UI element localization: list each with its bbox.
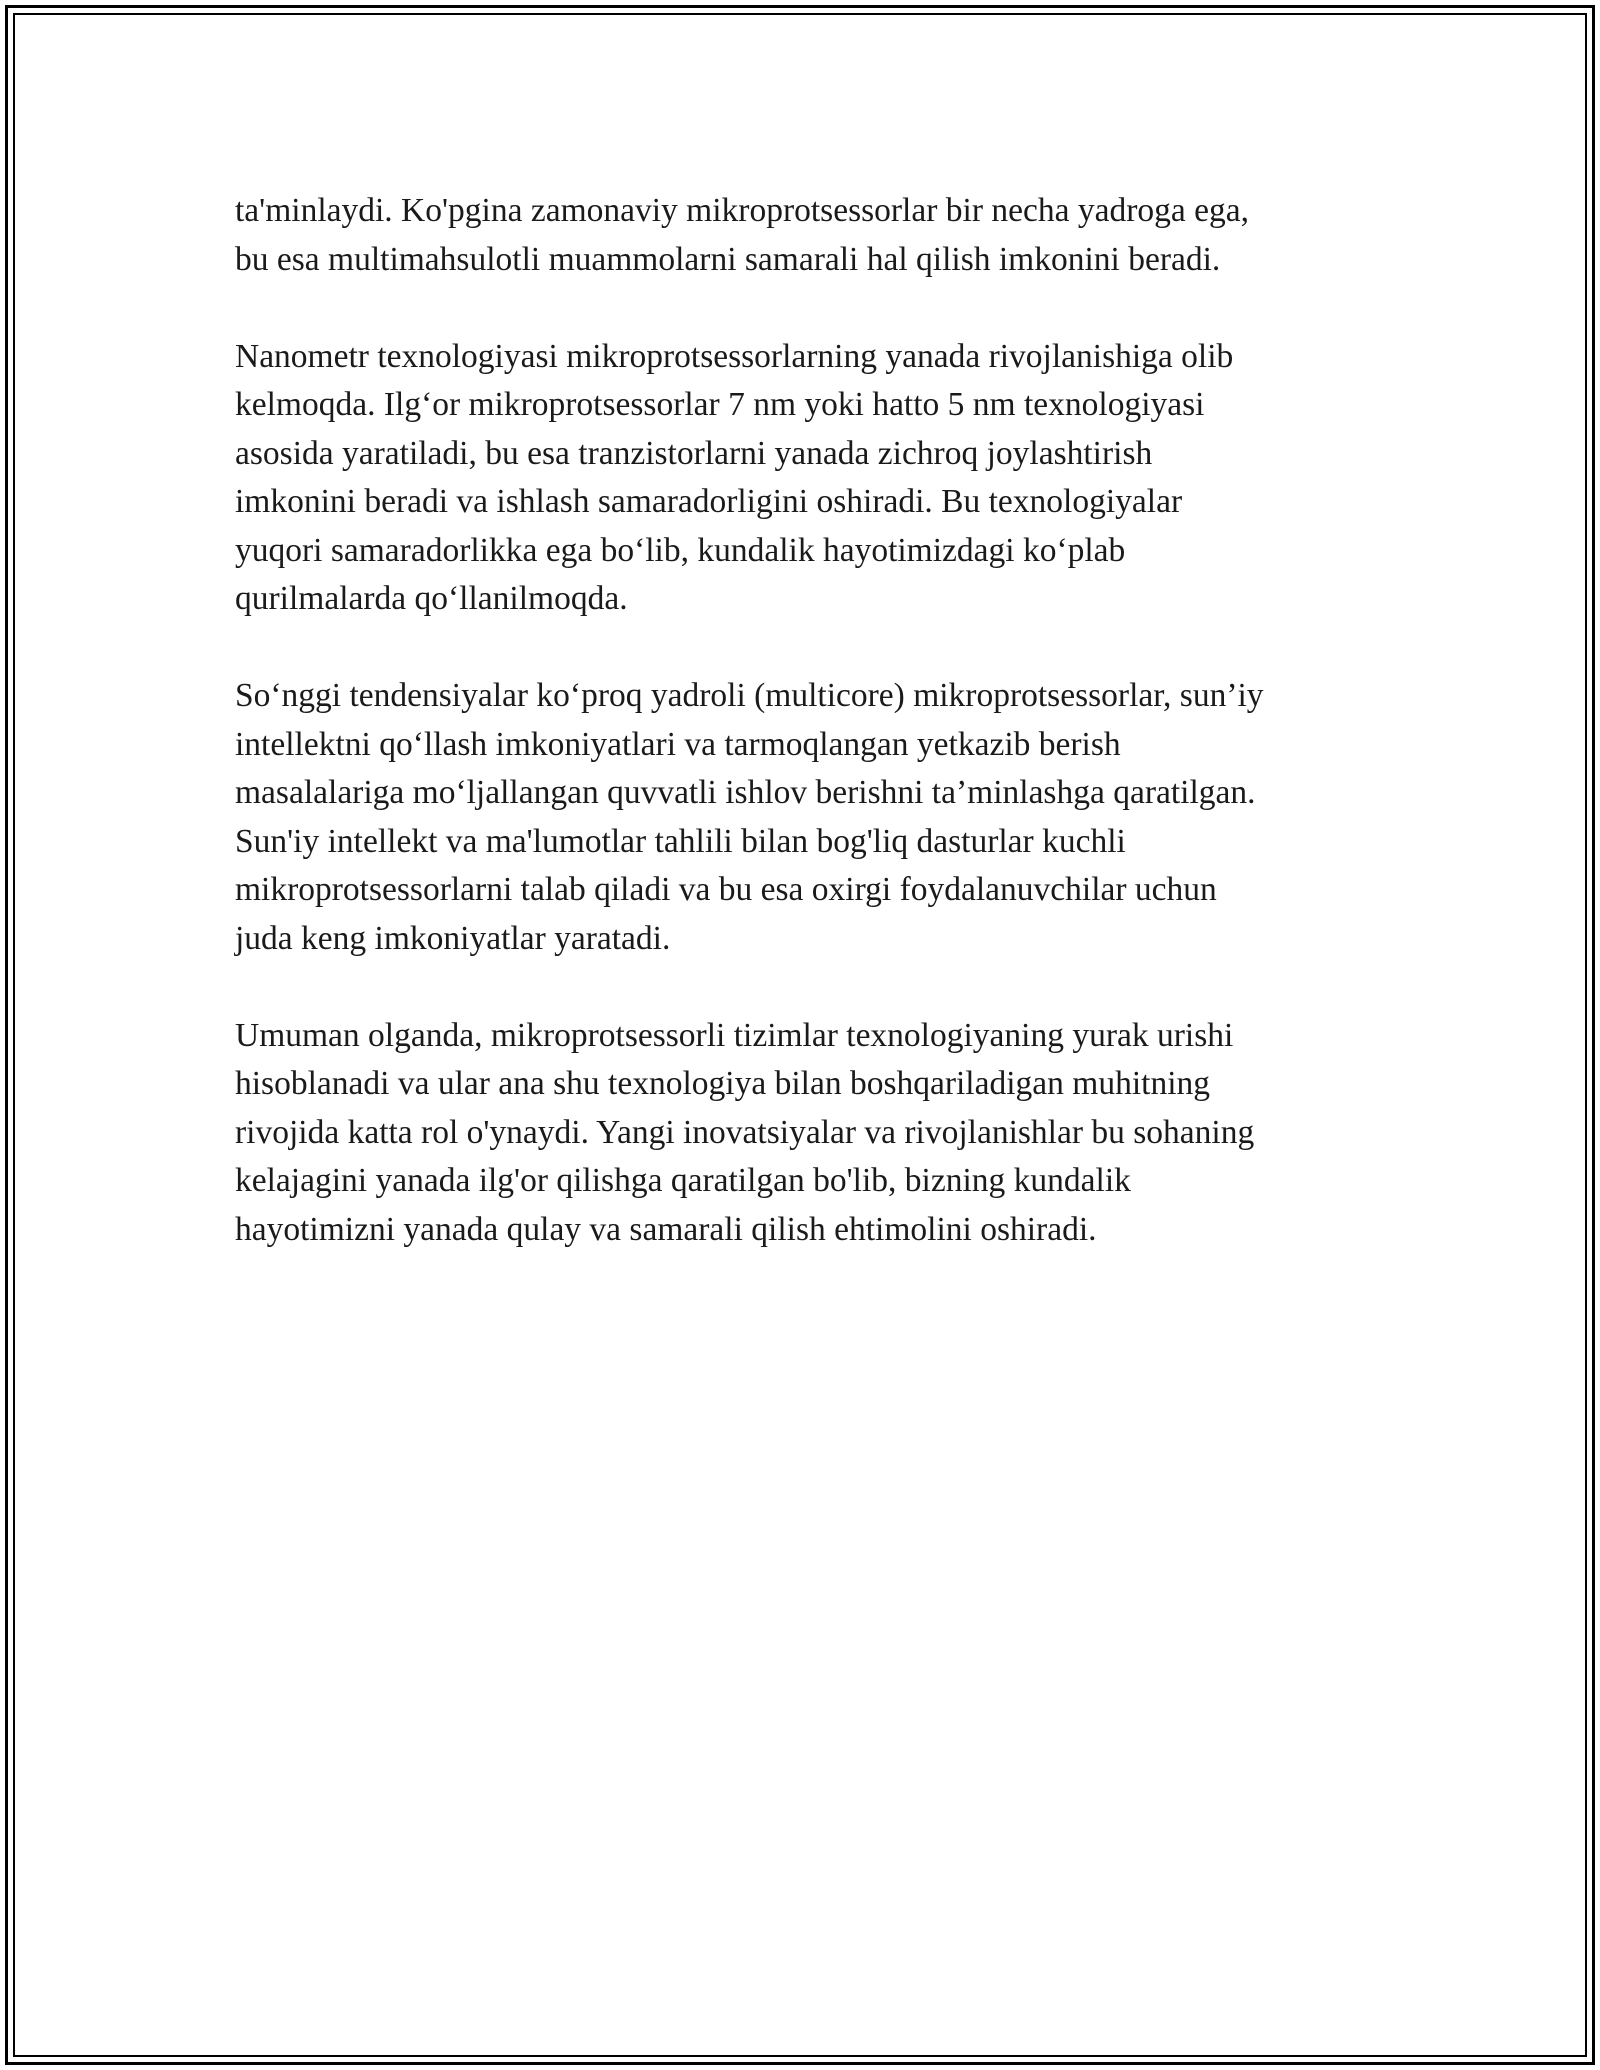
paragraph-1 [235,187,1375,284]
text-line: yuqori samaradorlikka ega bo‘lib, kundalik hayotimizdagi ko‘plab [235,531,1126,569]
text-line: Umuman olganda, mikroprotsessorli tizimlar texnologiyaning yurak urishi [235,1016,1234,1054]
text-line: Nanometr texnologiyasi mikroprotsessorlarning yanada rivojlanishiga olib [235,337,1234,375]
text-line: juda keng imkoniyatlar yaratadi. [235,919,671,957]
paragraph-2 [235,333,1375,624]
text-line: bu esa multimahsulotli muammolarni samarali hal qilish imkonini beradi. [235,240,1221,278]
text-line: ta'minlaydi. Ko'pgina zamonaviy mikroprotsessorlar bir necha yadroga ega, [235,192,1249,229]
text-line: rivojida katta rol o'ynaydi. Yangi inovatsiyalar va rivojlanishlar bu sohaning [235,1113,1255,1151]
text-line: mikroprotsessorlarni talab qiladi va bu esa oxirgi foydalanuvchilar uchun [235,871,1217,908]
text-line: imkonini beradi va ishlash samaradorligini oshiradi. Bu texnologiyalar [235,483,1183,520]
text-line: hayotimizni yanada qulay va samarali qilish ehtimolini oshiradi. [235,1210,1097,1248]
text-line: asosida yaratiladi, bu esa tranzistorlarni yanada zichroq joylashtirish [235,434,1153,472]
text-line: masalalariga mo‘ljallangan quvvatli ishlov berishni ta’minlashga qaratilgan. [235,774,1256,811]
paragraph-4 [235,1012,1375,1255]
text-line: qurilmalarda qo‘llanilmoqda. [235,580,628,617]
document-body [235,187,1375,1303]
text-line: intellektni qo‘llash imkoniyatlari va tarmoqlangan yetkazib berish [235,725,1121,763]
text-line: Sun'iy intellekt va ma'lumotlar tahlili bilan bog'liq dasturlar kuchli [235,822,1126,860]
text-line: hisoblanadi va ular ana shu texnologiya bilan boshqariladigan muhitning [235,1065,1211,1102]
text-line: kelajagini yanada ilg'or qilishga qaratilgan bo'lib, bizning kundalik [235,1162,1131,1199]
paragraph-3 [235,672,1375,963]
text-line: kelmoqda. Ilg‘or mikroprotsessorlar 7 nm yoki hatto 5 nm texnologiyasi [235,386,1205,423]
text-line: So‘nggi tendensiyalar ko‘proq yadroli (multicore) mikroprotsessorlar, sun’iy [235,677,1264,714]
